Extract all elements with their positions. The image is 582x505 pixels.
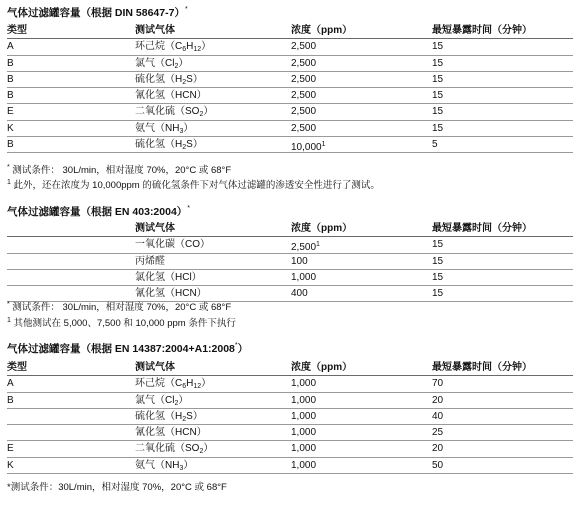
concentration-cell: [291, 393, 316, 409]
concentration-value: 2,500: [291, 106, 317, 118]
gas-formula-part: 2: [199, 448, 204, 456]
filter-type-cell: B: [7, 394, 14, 406]
gas-formula-part: S: [186, 410, 193, 422]
table-row: [7, 121, 573, 137]
gas-formula-part: ）: [183, 459, 194, 471]
exposure-time-cell: 15: [432, 106, 444, 118]
table-header-row: [7, 221, 573, 237]
gas-formula-part: 氨气（NH: [135, 459, 180, 471]
section1-title: 气体过滤罐容量（根据 DIN 58647-7）*: [7, 6, 188, 19]
concentration-value: 2,500: [291, 57, 317, 69]
gas-formula-part: 一氧化碳（CO）: [135, 239, 210, 251]
filter-type-cell: B: [7, 90, 14, 102]
exposure-time-cell: 15: [432, 73, 444, 85]
exposure-time-cell: 25: [432, 427, 444, 439]
test-gas-cell: [135, 270, 202, 286]
filter-type-cell: K: [7, 122, 14, 134]
section2-table: [7, 221, 573, 302]
footnote-mark: 1: [321, 141, 326, 149]
concentration-cell: [291, 39, 316, 55]
table-row: [7, 39, 573, 55]
concentration-value: 2,500: [291, 73, 317, 85]
gas-formula-part: 2: [182, 78, 187, 86]
test-gas-cell: [135, 254, 165, 270]
test-gas-cell: [135, 88, 207, 104]
table-header-row: [7, 360, 573, 376]
column-header: 类型: [7, 362, 27, 373]
gas-formula-part: 2: [174, 399, 179, 407]
table-row: [7, 88, 573, 104]
table-row: [7, 104, 573, 120]
exposure-time-cell: 50: [432, 459, 444, 471]
concentration-value: 2,500: [291, 90, 317, 102]
table-row: [7, 254, 573, 270]
table-row: [7, 72, 573, 88]
exposure-time-cell: 15: [432, 239, 444, 251]
section2-note-conditions: * 测试条件： 30L/min，相对湿度 70%，20°C 或 68°F: [7, 301, 232, 313]
exposure-time-cell: 5: [432, 139, 438, 151]
concentration-value: 2,500: [291, 242, 317, 254]
exposure-time-cell: 15: [432, 41, 444, 53]
gas-formula-part: 氯化氢（HCl）: [135, 271, 202, 283]
gas-formula-part: ）: [192, 410, 203, 422]
filter-type-cell: E: [7, 106, 14, 118]
column-header: 测试气体: [135, 362, 175, 373]
gas-formula-part: S: [186, 139, 193, 151]
table-row: [7, 56, 573, 72]
section3-title: 气体过滤罐容量（根据 EN 14387:2004+A1:2008*）: [7, 342, 249, 355]
column-header: 测试气体: [135, 25, 175, 36]
filter-type-cell: A: [7, 378, 14, 390]
exposure-time-cell: 15: [432, 57, 444, 69]
section3-note-conditions: *测试条件：30L/min，相对湿度 70%，20°C 或 68°F: [7, 482, 227, 493]
concentration-cell: [291, 137, 326, 156]
concentration-value: 1,000: [291, 394, 317, 406]
concentration-cell: [291, 376, 316, 392]
section3-table: [7, 360, 573, 474]
gas-formula-part: 2: [174, 62, 179, 70]
gas-formula-part: 丙烯醛: [135, 255, 165, 267]
gas-formula-part: 2: [182, 415, 187, 423]
gas-formula-part: 6: [182, 383, 187, 391]
concentration-value: 2,500: [291, 41, 317, 53]
test-gas-cell: [135, 137, 203, 156]
test-gas-cell: [135, 237, 210, 253]
gas-formula-part: H: [186, 41, 194, 53]
footnote-mark: 1: [316, 241, 320, 249]
concentration-cell: [291, 121, 316, 137]
gas-formula-part: 环己烷（C: [135, 378, 183, 390]
concentration-cell: [291, 56, 316, 72]
table-row: [7, 441, 573, 457]
column-header: 浓度（ppm）: [291, 25, 353, 36]
gas-formula-part: 氯气（Cl: [135, 57, 175, 69]
gas-formula-part: 6: [182, 46, 187, 54]
gas-formula-part: S: [186, 73, 193, 85]
column-header: 最短暴露时间（分钟）: [432, 223, 532, 234]
exposure-time-cell: 15: [432, 271, 444, 283]
concentration-value: 1,000: [291, 378, 317, 390]
table-row: [7, 237, 573, 253]
gas-formula-part: 硫化氢（H: [135, 410, 183, 422]
concentration-value: 1,000: [291, 427, 317, 439]
gas-formula-part: 3: [179, 127, 184, 135]
column-header: 浓度（ppm）: [291, 223, 353, 234]
filter-type-cell: B: [7, 139, 14, 151]
gas-formula-part: ）: [178, 57, 189, 69]
filter-type-cell: B: [7, 57, 14, 69]
table-row: [7, 458, 573, 474]
concentration-value: 10,000: [291, 142, 322, 154]
gas-formula-part: 12: [193, 383, 202, 391]
section2-note-footnote: $^1$ 其他测试在 5,000、7,500 和 10,000 ppm 条件下执行: [7, 317, 236, 329]
gas-formula-part: 二氧化硫（SO: [135, 106, 200, 118]
concentration-value: 100: [291, 255, 308, 267]
filter-type-cell: E: [7, 443, 14, 455]
gas-formula-part: ）: [203, 443, 214, 455]
gas-formula-part: 环己烷（C: [135, 41, 183, 53]
table-row: [7, 393, 573, 409]
concentration-value: 400: [291, 288, 308, 300]
gas-formula-part: 氨气（NH: [135, 122, 180, 134]
filter-type-cell: B: [7, 73, 14, 85]
filter-type-cell: A: [7, 41, 14, 53]
concentration-value: 1,000: [291, 271, 317, 283]
exposure-time-cell: 15: [432, 255, 444, 267]
gas-formula-part: H: [186, 378, 194, 390]
concentration-cell: [291, 286, 308, 302]
gas-formula-part: 氰化氢（HCN）: [135, 288, 207, 300]
concentration-cell: [291, 270, 316, 286]
table-row: [7, 137, 573, 153]
gas-formula-part: ）: [203, 106, 214, 118]
gas-formula-part: 3: [179, 464, 184, 472]
table-row: [7, 270, 573, 286]
gas-formula-part: ）: [178, 394, 189, 406]
gas-formula-part: 硫化氢（H: [135, 139, 183, 151]
concentration-cell: [291, 72, 316, 88]
concentration-cell: [291, 441, 316, 457]
test-gas-cell: [135, 425, 207, 441]
section1-table: [7, 23, 573, 153]
exposure-time-cell: 40: [432, 410, 444, 422]
gas-formula-part: 二氧化硫（SO: [135, 443, 200, 455]
exposure-time-cell: 20: [432, 394, 444, 406]
table-row: [7, 376, 573, 392]
concentration-value: 1,000: [291, 443, 317, 455]
concentration-value: 2,500: [291, 122, 317, 134]
gas-formula-part: ）: [201, 378, 212, 390]
exposure-time-cell: 15: [432, 122, 444, 134]
exposure-time-cell: 20: [432, 443, 444, 455]
column-header: 浓度（ppm）: [291, 362, 353, 373]
concentration-value: 1,000: [291, 410, 317, 422]
gas-formula-part: 12: [193, 46, 202, 54]
section1-note-footnote: $^1$ 此外，还在浓度为 10,000ppm 的硫化氢条件下对气体过滤罐的渗透安全性进行了测试。: [7, 179, 380, 191]
exposure-time-cell: 70: [432, 378, 444, 390]
table-row: [7, 425, 573, 441]
test-gas-cell: [135, 458, 193, 477]
concentration-cell: [291, 104, 316, 120]
gas-formula-part: 氯气（Cl: [135, 394, 175, 406]
concentration-cell: [291, 88, 316, 104]
exposure-time-cell: 15: [432, 288, 444, 300]
concentration-cell: [291, 409, 316, 425]
filter-type-cell: K: [7, 459, 14, 471]
gas-formula-part: 氰化氢（HCN）: [135, 90, 207, 102]
gas-formula-part: 2: [199, 111, 204, 119]
column-header: 最短暴露时间（分钟）: [432, 25, 532, 36]
section2-title: 气体过滤罐容量（根据 EN 403:2004）*: [7, 205, 191, 218]
table-row: [7, 409, 573, 425]
gas-formula-part: ）: [201, 41, 212, 53]
exposure-time-cell: 15: [432, 90, 444, 102]
gas-formula-part: 硫化氢（H: [135, 73, 183, 85]
concentration-cell: [291, 458, 316, 474]
gas-formula-part: ）: [192, 73, 203, 85]
column-header: 类型: [7, 25, 27, 36]
section1-note-conditions: * 测试条件： 30L/min，相对湿度 70%，20°C 或 68°F: [7, 164, 232, 176]
table-header-row: [7, 23, 573, 39]
concentration-cell: [291, 254, 308, 270]
concentration-cell: [291, 425, 316, 441]
gas-formula-part: ）: [183, 122, 194, 134]
gas-formula-part: ）: [192, 139, 203, 151]
column-header: 测试气体: [135, 223, 175, 234]
column-header: 最短暴露时间（分钟）: [432, 362, 532, 373]
gas-formula-part: 2: [182, 144, 187, 152]
concentration-value: 1,000: [291, 459, 317, 471]
gas-formula-part: 氰化氢（HCN）: [135, 427, 207, 439]
